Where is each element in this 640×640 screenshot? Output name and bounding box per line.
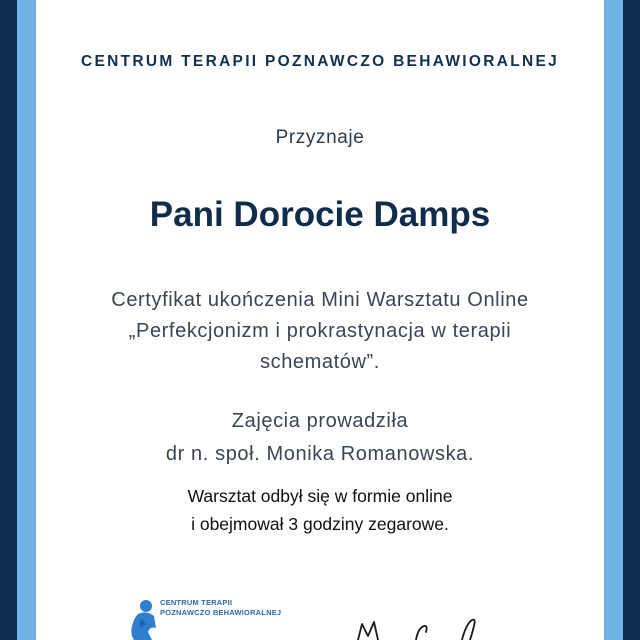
recipient-name: Pani Dorocie Damps: [149, 195, 491, 234]
grants-label: Przyznaje: [275, 127, 365, 148]
logo-text-line-1: CENTRUM TERAPII: [160, 598, 233, 607]
organization-logo: [124, 598, 304, 640]
frame-band-left: [17, 0, 36, 640]
certificate-text-line-1: Certyfikat ukończenia Mini Warsztatu Online: [111, 289, 529, 311]
frame-band-right: [604, 0, 623, 640]
logo-text-line-2: POZNAWCZO BEHAWIORALNEJ: [160, 608, 282, 617]
workshop-note-line-1: Warsztat odbył się w formie online: [187, 486, 453, 506]
certificate-text-line-3: schematów”.: [260, 351, 380, 373]
instructor-name: dr n. społ. Monika Romanowska.: [165, 443, 475, 465]
certificate-paper: [36, 0, 604, 640]
handwritten-signature: [354, 610, 494, 640]
certificate-text-line-2: „Perfekcjonizm i prokrastynacja w terapii: [128, 320, 512, 342]
organization-header: CENTRUM TERAPII POZNAWCZO BEHAWIORALNEJ: [80, 53, 560, 70]
logo-text: [160, 598, 281, 618]
instructor-label: Zajęcia prowadziła: [231, 410, 409, 432]
workshop-note-line-2: i obejmował 3 godziny zegarowe.: [191, 514, 449, 534]
thinker-figure-icon: [124, 598, 164, 640]
